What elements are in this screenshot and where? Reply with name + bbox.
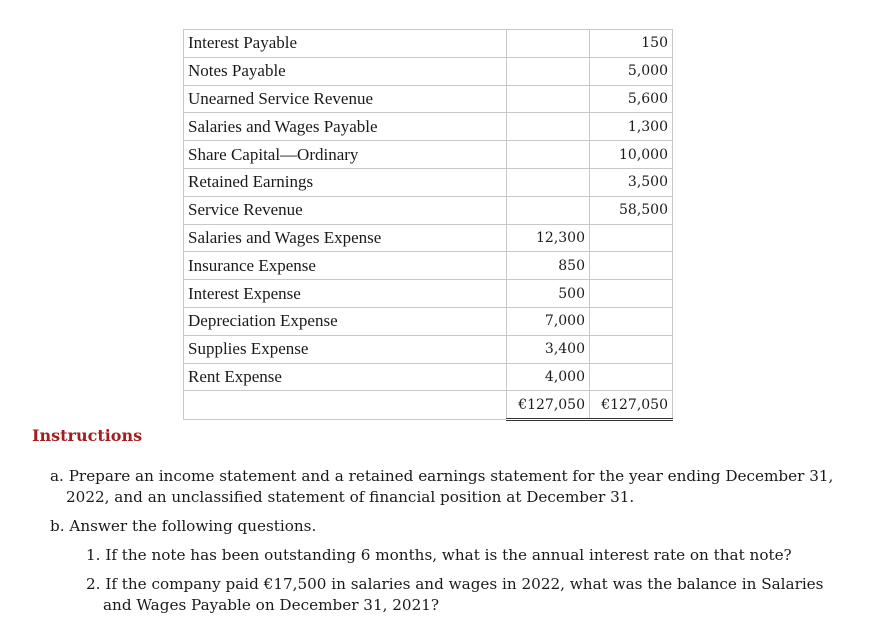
account-cell: Supplies Expense — [184, 335, 507, 363]
credit-cell — [590, 224, 673, 252]
credit-cell — [590, 307, 673, 335]
credit-cell — [590, 280, 673, 308]
instruction-a: a. Prepare an income statement and a retained earnings statement for the year ending December 31, 2022, and an unclassified statement of financial position at December 31. — [50, 467, 834, 506]
debit-cell: 850 — [507, 252, 590, 280]
account-cell: Salaries and Wages Payable — [184, 113, 507, 141]
account-cell: Notes Payable — [184, 57, 507, 85]
account-cell: Depreciation Expense — [184, 307, 507, 335]
table-row — [184, 307, 673, 335]
total-row — [184, 391, 673, 420]
table-row — [184, 196, 673, 224]
debit-cell — [507, 141, 590, 169]
debit-cell — [507, 168, 590, 196]
table-row — [184, 335, 673, 363]
credit-cell: 5,000 — [590, 57, 673, 85]
question-list — [86, 545, 850, 616]
credit-cell: 3,500 — [590, 168, 673, 196]
debit-cell — [507, 57, 590, 85]
table-row — [184, 363, 673, 391]
instructions-body — [50, 466, 850, 624]
table-row — [184, 280, 673, 308]
total-credit-cell: €127,050 — [590, 391, 673, 420]
account-cell: Rent Expense — [184, 363, 507, 391]
debit-cell: 12,300 — [507, 224, 590, 252]
table-row — [184, 85, 673, 113]
debit-cell — [507, 85, 590, 113]
credit-cell: 10,000 — [590, 141, 673, 169]
debit-cell: 3,400 — [507, 335, 590, 363]
account-cell: Service Revenue — [184, 196, 507, 224]
credit-cell: 1,300 — [590, 113, 673, 141]
question-2: 2. If the company paid €17,500 in salaries and wages in 2022, what was the balance in Salaries and Wages Payable on December 31, 2021? — [86, 575, 824, 614]
table-row — [184, 168, 673, 196]
credit-cell — [590, 363, 673, 391]
table-row — [184, 224, 673, 252]
account-cell: Insurance Expense — [184, 252, 507, 280]
account-cell: Share Capital—Ordinary — [184, 141, 507, 169]
instructions-heading: Instructions — [32, 426, 143, 445]
credit-cell: 5,600 — [590, 85, 673, 113]
debit-cell: 4,000 — [507, 363, 590, 391]
debit-cell — [507, 30, 590, 58]
table-row — [184, 57, 673, 85]
trial-balance-table — [183, 29, 673, 421]
total-debit-cell: €127,050 — [507, 391, 590, 420]
total-label-cell — [184, 391, 507, 420]
table-row — [184, 252, 673, 280]
credit-cell — [590, 335, 673, 363]
debit-cell — [507, 196, 590, 224]
credit-cell: 150 — [590, 30, 673, 58]
instruction-b: b. Answer the following questions. — [50, 517, 317, 535]
credit-cell — [590, 252, 673, 280]
debit-cell — [507, 113, 590, 141]
table-row — [184, 113, 673, 141]
account-cell: Interest Payable — [184, 30, 507, 58]
account-cell: Retained Earnings — [184, 168, 507, 196]
table-row — [184, 141, 673, 169]
debit-cell: 500 — [507, 280, 590, 308]
question-1: 1. If the note has been outstanding 6 months, what is the annual interest rate on that note? — [86, 546, 792, 564]
table-row — [184, 30, 673, 58]
credit-cell: 58,500 — [590, 196, 673, 224]
account-cell: Interest Expense — [184, 280, 507, 308]
account-cell: Salaries and Wages Expense — [184, 224, 507, 252]
account-cell: Unearned Service Revenue — [184, 85, 507, 113]
debit-cell: 7,000 — [507, 307, 590, 335]
